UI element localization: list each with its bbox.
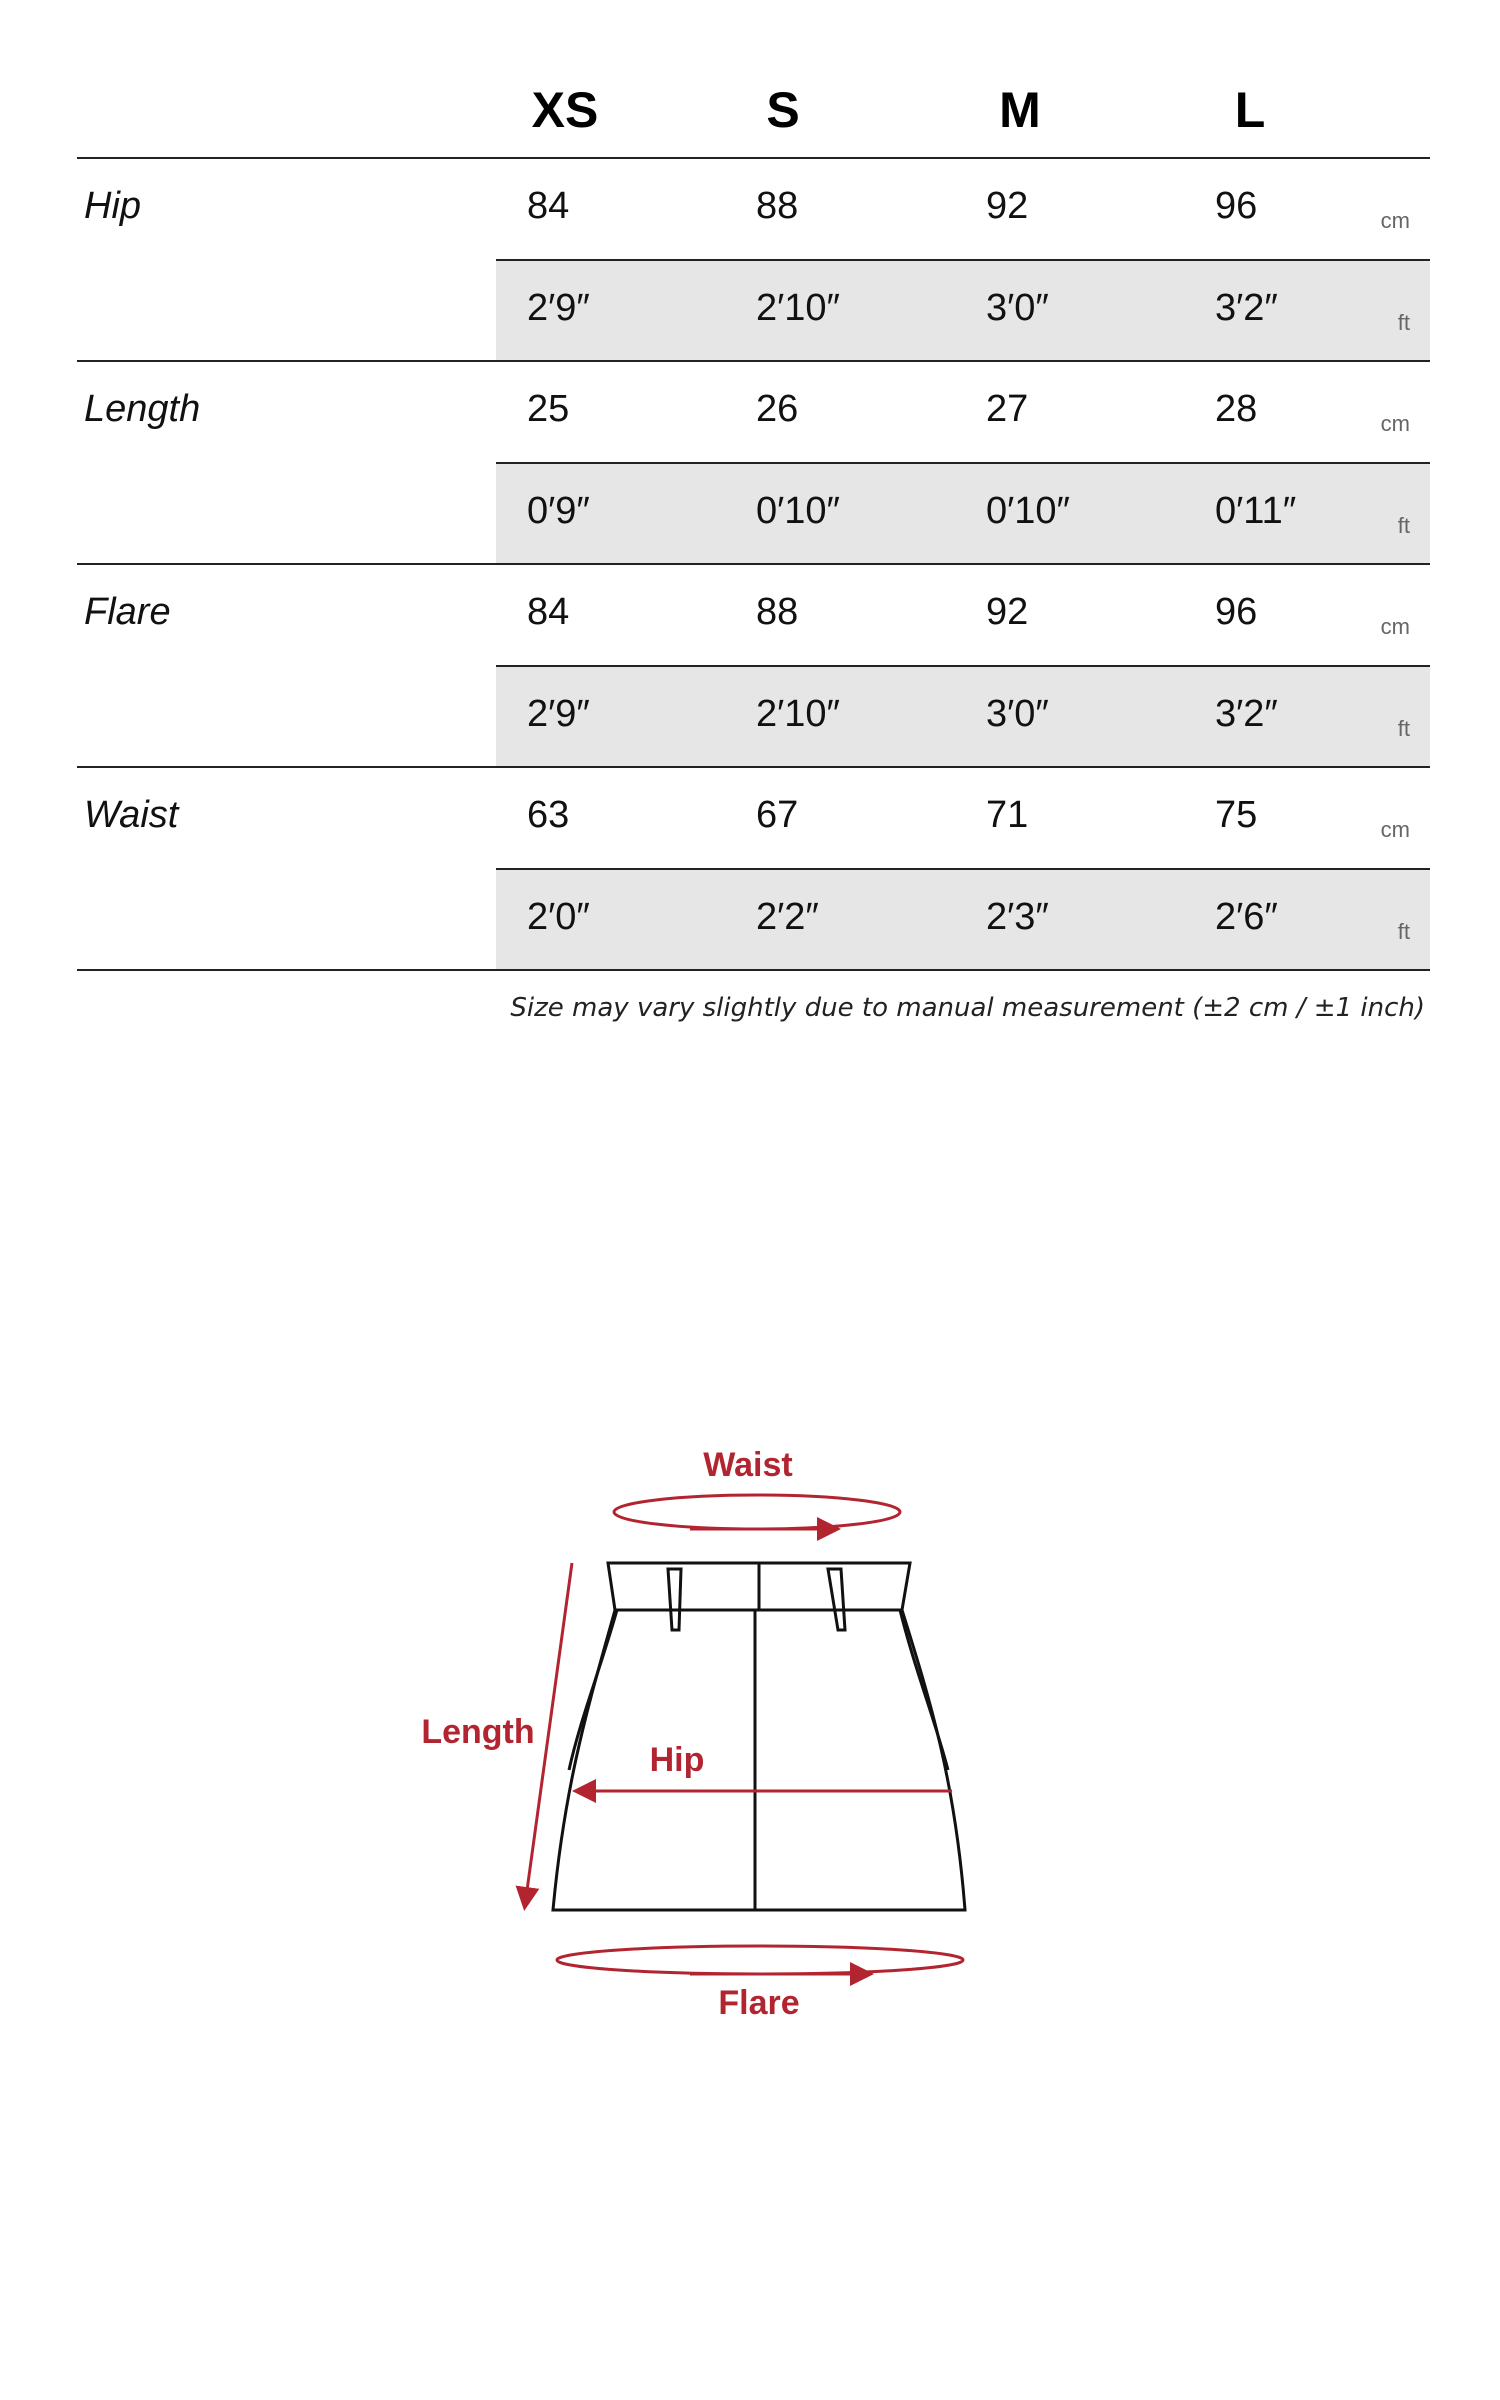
- size-header-xs: XS: [531, 82, 599, 138]
- table-cell: 88: [756, 185, 799, 227]
- row-band-flare-ft: [496, 667, 1430, 766]
- table-cell: 3′2″: [1215, 693, 1278, 735]
- table-cell: 2′6″: [1215, 896, 1278, 938]
- size-header-s: S: [766, 82, 800, 138]
- table-cell: 84: [527, 591, 570, 633]
- skirt-outline: [553, 1563, 965, 1910]
- table-cell: 67: [756, 794, 799, 836]
- table-cell: 63: [527, 794, 570, 836]
- table-cell: 0′11″: [1215, 490, 1297, 532]
- skirt-measurement-diagram: [0, 1400, 1500, 2100]
- table-cell: 0′10″: [986, 490, 1070, 532]
- table-rule-top: [77, 157, 1430, 159]
- row-label-hip: Hip: [84, 185, 142, 227]
- table-cell: 3′2″: [1215, 287, 1278, 329]
- table-subrule: [496, 462, 1430, 464]
- table-cell: 26: [756, 388, 799, 430]
- table-subrule: [496, 259, 1430, 261]
- table-cell: 96: [1215, 185, 1258, 227]
- flare-label: Flare: [718, 1984, 800, 2022]
- table-cell: 71: [986, 794, 1029, 836]
- row-label-flare: Flare: [84, 591, 171, 633]
- row-band-hip-ft: [496, 261, 1430, 360]
- row-label-length: Length: [84, 388, 201, 430]
- table-subrule: [496, 665, 1430, 667]
- unit-label-cm: cm: [1380, 411, 1410, 436]
- unit-label-cm: cm: [1380, 817, 1410, 842]
- size-header-m: M: [999, 82, 1041, 138]
- table-rule: [77, 563, 1430, 565]
- table-cell: 28: [1215, 388, 1258, 430]
- table-cell: 3′0″: [986, 287, 1049, 329]
- table-cell: 2′3″: [986, 896, 1049, 938]
- row-band-waist-ft: [496, 870, 1430, 969]
- unit-label-cm: cm: [1380, 208, 1410, 233]
- table-cell: 2′2″: [756, 896, 819, 938]
- table-cell: 2′10″: [756, 693, 840, 735]
- hip-label: Hip: [649, 1741, 705, 1779]
- table-rule: [77, 766, 1430, 768]
- size-header-l: L: [1234, 82, 1266, 138]
- table-cell: 92: [986, 591, 1029, 633]
- table-cell: 96: [1215, 591, 1258, 633]
- table-rule: [77, 360, 1430, 362]
- table-cell: 92: [986, 185, 1029, 227]
- table-cell: 84: [527, 185, 570, 227]
- unit-label-ft: ft: [1397, 716, 1410, 741]
- unit-label-ft: ft: [1397, 310, 1410, 335]
- table-cell: 3′0″: [986, 693, 1049, 735]
- unit-label-ft: ft: [1397, 919, 1410, 944]
- unit-label-ft: ft: [1397, 513, 1410, 538]
- table-cell: 0′10″: [756, 490, 840, 532]
- measurement-note: Size may vary slightly due to manual measurement (±2 cm / ±1 inch): [510, 993, 1425, 1023]
- table-cell: 2′0″: [527, 896, 590, 938]
- table-cell: 88: [756, 591, 799, 633]
- table-cell: 2′9″: [527, 287, 590, 329]
- table-cell: 2′9″: [527, 693, 590, 735]
- waist-label: Waist: [703, 1446, 793, 1484]
- waist-measure-loop: [614, 1495, 900, 1529]
- length-label: Length: [421, 1713, 535, 1751]
- unit-label-cm: cm: [1380, 614, 1410, 639]
- table-cell: 75: [1215, 794, 1258, 836]
- table-subrule: [496, 868, 1430, 870]
- table-cell: 2′10″: [756, 287, 840, 329]
- table-rule-bottom: [77, 969, 1430, 971]
- row-label-waist: Waist: [84, 794, 179, 836]
- table-cell: 27: [986, 388, 1029, 430]
- flare-measure-loop: [557, 1946, 963, 1974]
- table-cell: 25: [527, 388, 570, 430]
- table-cell: 0′9″: [527, 490, 590, 532]
